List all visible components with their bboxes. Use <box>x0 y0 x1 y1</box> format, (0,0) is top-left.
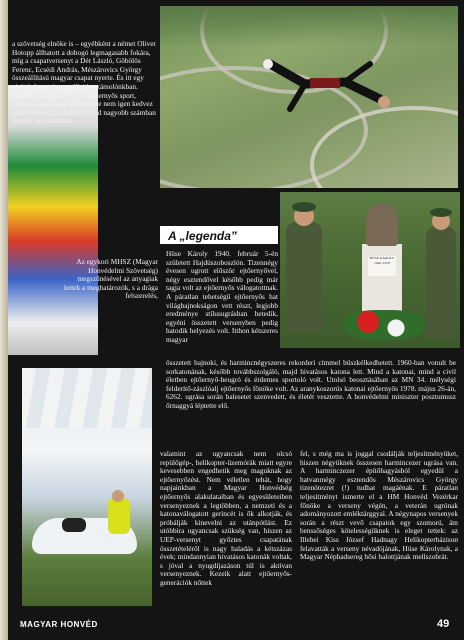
memorial-statue-photo <box>280 192 460 348</box>
parachute-landing-photo <box>22 368 152 606</box>
page-number: 49 <box>437 618 450 630</box>
skydiver-figure <box>250 54 400 114</box>
article-column-1: valamint az ugyancsak nem olcsó repülőgép-, helikopter-üzemórák miatt egyre kevesebben engedhetik meg maguknak az ejtőernyőzést. Nem véletlen tehát, hogy napjainkban a Magyar Honvédség ejtőernyős alakulataiban és egyesületeiben versenyeznek a legtöbben, a nemzeti és a katonaválogatott gerincét is ők alkotják, és próbálják kinevelni az utánpótlást. Ez utóbbira ugyancsak szükség van, hiszen az UEP-versenyt győztes csapatának összetételéről is nagy haladás a kétszázas évek; mindannyian hivatásos katonák voltak, s jóval a nyugdíjazáson túl is aktívan versenyeznek. Kezeik alatt ejtőernyős-generációk nőttek <box>160 449 292 587</box>
intro-paragraph: a szövetség elnöke is – egyébként a német Oliver Hotopp állhatott a dobogó legmagasabb fokára, míg a csapatversenyt a Dér László, Göbölös Ferenc, Ecsédi András, Mészárovics György összeállítású magyar csapat nyerte. És itt egy picit érdemes is megállni beszámolónkban. Bármilyen népszerű is az ejtőernyős sport, napjaink gazdasági környezete nem igen kedvez elterjedésének, a fiatalok mind nagyobb számban történő bevonásának. <box>12 39 156 126</box>
biography-paragraph: Hüse Károly 1940. február 5-én született Hajdúszoboszlón. Tizennégy évesen ugrott először ejtőernyővel, négy esztendővel később pedig már tagja volt az ejtőernyős válogatottnak. A páratlan tehetségű ejtőernyős hat világbajnokságon vett részt, legjobb eredménye stílusugrásban hetedik, egyéni összetett versenyben pedig hatodik helyezés volt. Itthon kétszeres magyar <box>166 249 278 344</box>
magazine-footer-label: MAGYAR HONVÉD <box>20 620 98 629</box>
skydiver-aerial-photo <box>160 6 458 188</box>
page-spine <box>0 0 8 640</box>
sidebar-paragraph: Az egykori MHSZ (Magyar Honvédelmi Szövetség) megszűnésével az anyagiak lettek a meghatározók, s a drága felszerelés, <box>63 257 158 301</box>
article-column-2: fel, s még ma is joggal csodálják teljesítményüket, hiszen négyüknek összesen harmincezer ugrása van. A harminczezer építőhagyásból egyedül a hatvanmégy esztendős Mészárovics György tizenötezret (!) tudhat magáénak. E páratlan teljesítményt ismerte el a HM Honvéd Vezérkar főnöke a verseny végén, a veterán ugrónak adományozott emléktárggyal. A négynapos versenyek során a részt vevő csapatok egy szomorú, ám benssőséges kötelességüknek is eleget tettek: az Illebei Kiss József Hadnagy Helikopterbázison felavatták a verseny névadójának, Hüse Károlynak, a Magyar Néphadsereg hősi halottjának mellszobrát. <box>300 449 458 562</box>
pedestal-label: HÜSE KÁROLY 1940–1978 <box>369 256 395 265</box>
section-title: A „legenda” <box>168 229 237 243</box>
biography-continuation: összetett bajnoki, és harmincnégyszeres rekorderi címmel büszkélkedhetett. 1960-ban vonult be sorkatonának, később továbbszolgáló, majd hivatásos katona lett. Mind a katonai, mind a civil életben ejtőernyő-beugró és érdemes sportoló volt. Utolsó beosztásában az MN 34. mélységi felderítő-zászlóalj ejtőernyős főnöke volt. Az aranykoszorús katonai ejtőernyős 1978. május 26-án, 6262. ugrása során balesetet szenvedett, és életét vesztette. A honvédelmi miniszter posztumusz őrnaggyá léptette elő. <box>166 358 456 410</box>
